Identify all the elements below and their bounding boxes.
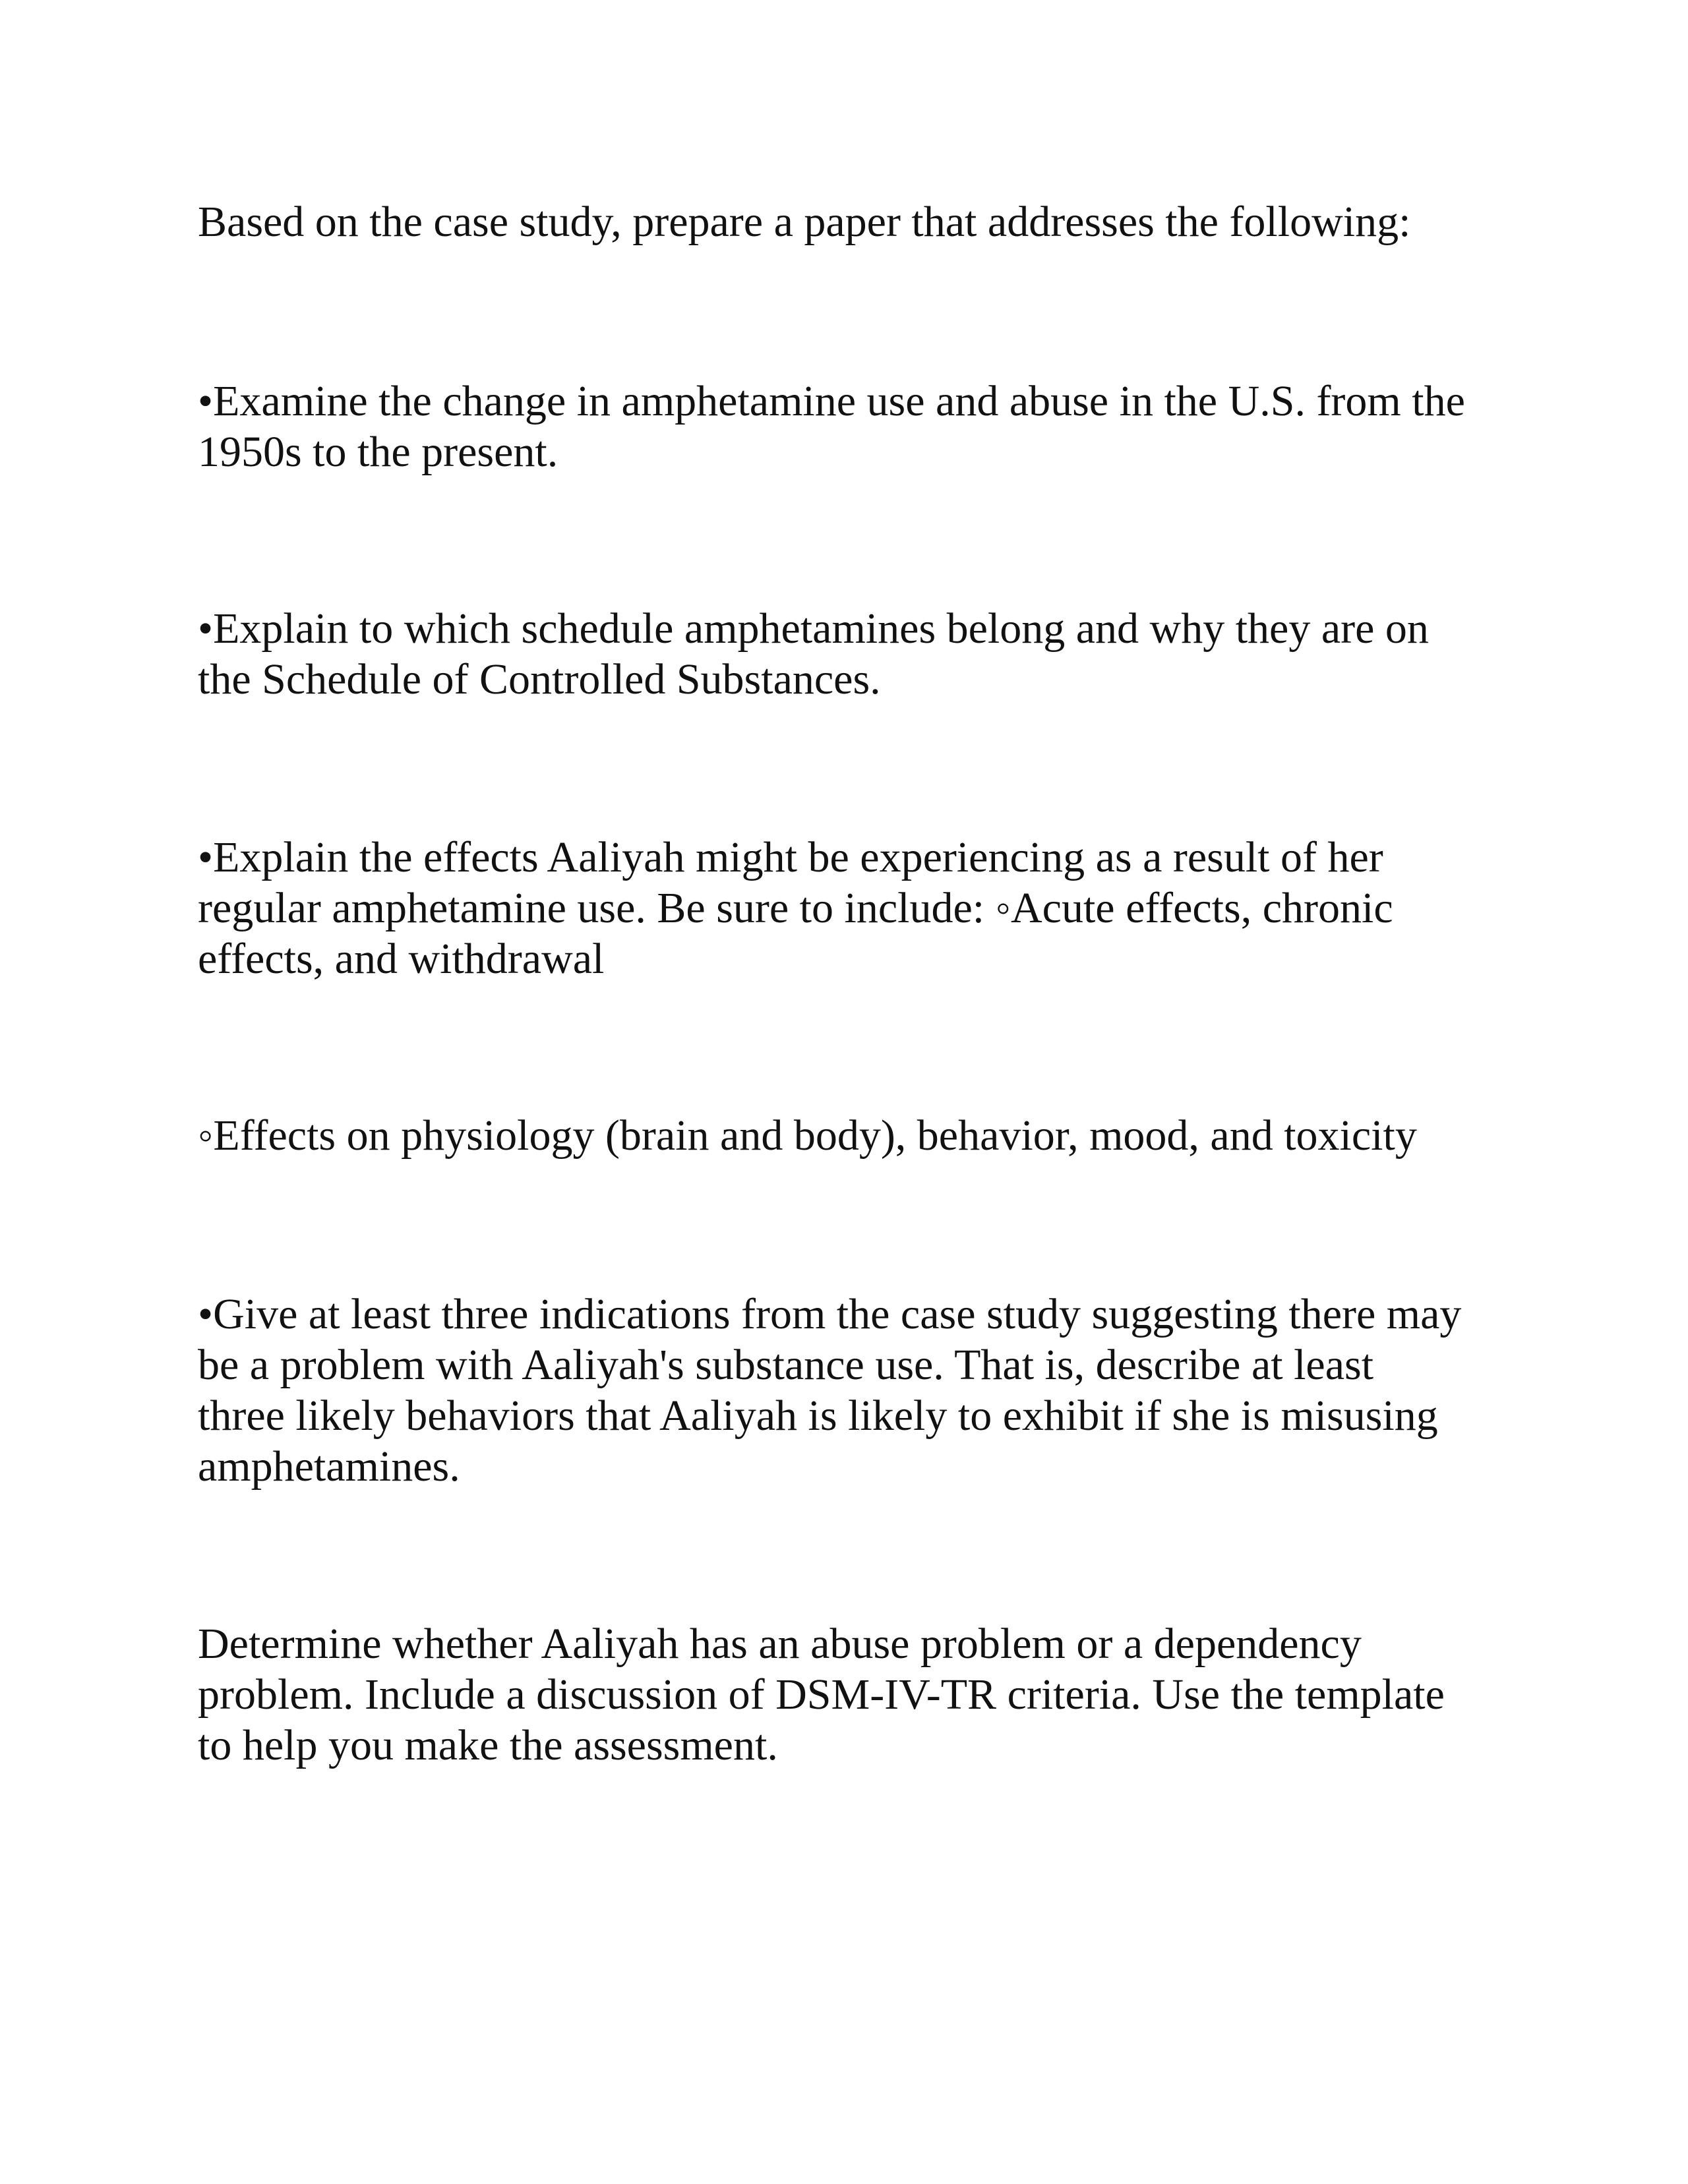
text-line: •Examine the change in amphetamine use and abuse in the U.S. from the	[198, 377, 1465, 425]
text-line: effects, and withdrawal	[198, 935, 605, 983]
text-line: problem. Include a discussion of DSM-IV-TR criteria. Use the template	[198, 1670, 1445, 1719]
bullet-amphetamine-history	[198, 376, 1510, 477]
text-line: be a problem with Aaliyah's substance use. That is, describe at least	[198, 1341, 1374, 1389]
text-line: •Explain the effects Aaliyah might be experiencing as a result of her	[198, 833, 1383, 881]
text-line: three likely behaviors that Aaliyah is likely to exhibit if she is misusing	[198, 1392, 1438, 1440]
text-line: regular amphetamine use. Be sure to include: ◦Acute effects, chronic	[198, 884, 1393, 932]
bullet-effects	[198, 832, 1510, 984]
text-line: ◦Effects on physiology (brain and body), behavior, mood, and toxicity	[198, 1111, 1417, 1160]
text-line: the Schedule of Controlled Substances.	[198, 655, 881, 703]
sub-bullet-physiology	[198, 1110, 1510, 1161]
intro-paragraph	[198, 196, 1510, 247]
text-line: 1950s to the present.	[198, 428, 558, 476]
text-line: •Explain to which schedule amphetamines belong and why they are on	[198, 605, 1429, 653]
assessment-paragraph	[198, 1618, 1510, 1771]
text-line: Determine whether Aaliyah has an abuse problem or a dependency	[198, 1620, 1362, 1668]
text-line: amphetamines.	[198, 1442, 460, 1490]
bullet-indications	[198, 1289, 1510, 1492]
text-line: to help you make the assessment.	[198, 1721, 778, 1769]
text-line: Based on the case study, prepare a paper that addresses the following:	[198, 198, 1411, 246]
text-line: •Give at least three indications from the case study suggesting there may	[198, 1290, 1462, 1338]
bullet-schedule	[198, 603, 1510, 705]
